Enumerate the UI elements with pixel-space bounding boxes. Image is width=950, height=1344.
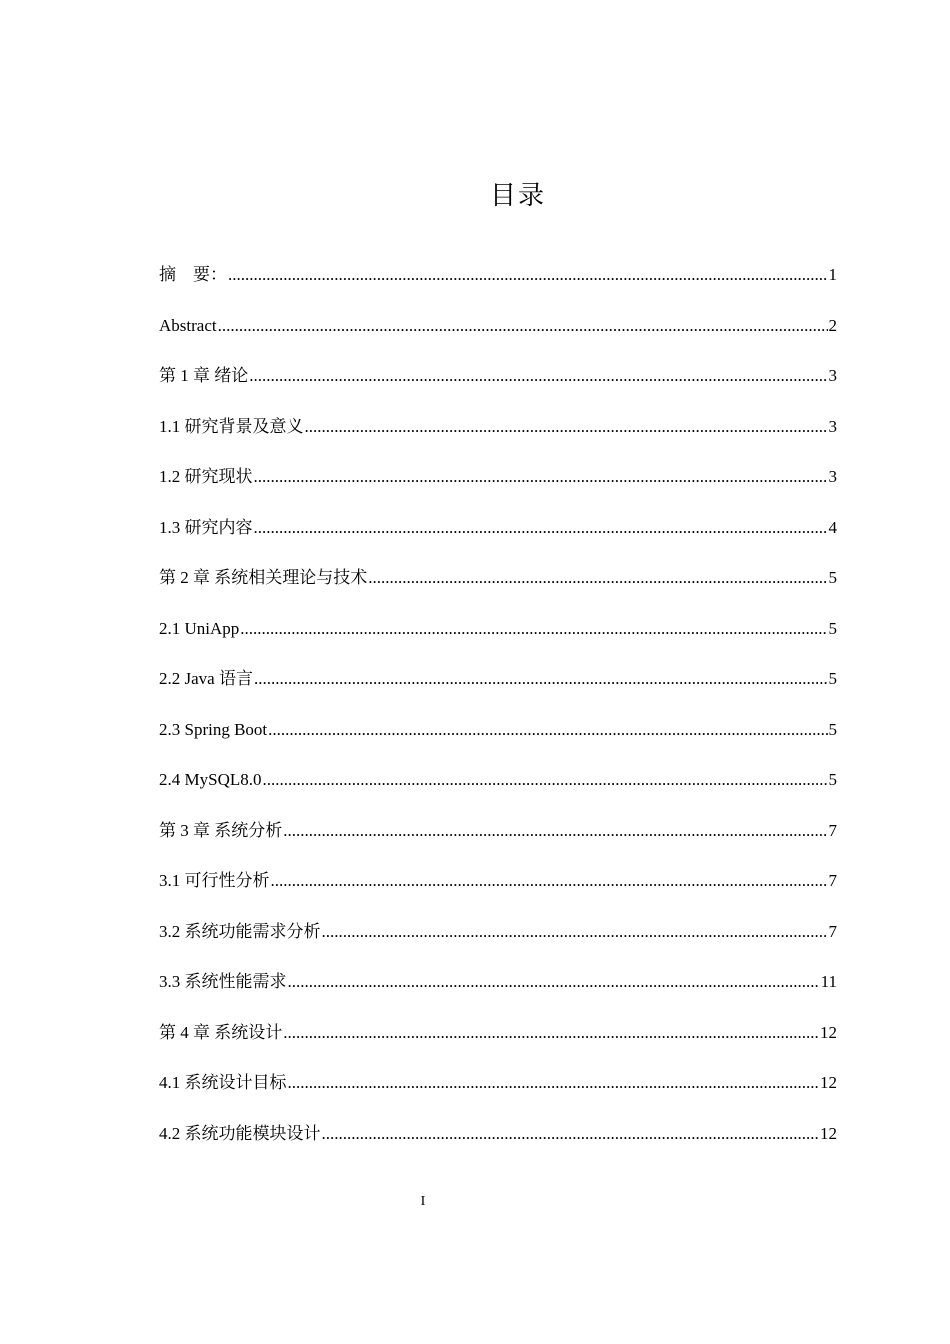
toc-entry[interactable] [159,515,837,566]
toc-entry-page: 3 [828,366,837,385]
toc-entry-label: 第 1 章 绪论 [159,366,249,385]
toc-entry-page: 12 [820,1073,837,1092]
toc-dot-leader [305,414,828,440]
toc-dot-leader [254,515,828,541]
toc-entry-label: 1.1 研究背景及意义 [159,416,304,436]
toc-entry-page: 5 [828,568,837,587]
toc-dot-leader [228,262,828,288]
toc-entry-label: 第 3 章 系统分析 [159,820,283,840]
toc-entry[interactable] [159,1020,837,1071]
toc-entry-label: 3.1 可行性分析 [159,871,270,890]
toc-dot-leader [254,464,828,490]
toc-dot-leader [249,363,827,389]
toc-entry[interactable] [159,616,837,667]
toc-entry[interactable] [159,464,837,515]
toc-entry[interactable] [159,262,837,313]
toc-entry-label: 4.2 系统功能模块设计 [159,1123,321,1143]
toc-entry-label: 2.3 Spring Boot [159,719,268,739]
toc-entry-label: 2.2 Java 语言 [159,669,253,688]
toc-entry-page: 7 [828,921,837,941]
toc-entry[interactable] [159,666,837,717]
toc-dot-leader [254,666,828,692]
toc-entry-page: 3 [828,467,837,486]
toc-entry-label: 2.1 UniApp [159,618,240,638]
toc-entry[interactable] [159,969,837,1020]
toc-title: 目录 [489,181,546,211]
toc-entry[interactable] [159,919,837,970]
toc-entry[interactable] [159,818,837,869]
toc-dot-leader [268,717,827,743]
toc-entry-page: 2 [828,315,837,335]
toc-entry[interactable] [159,313,837,364]
toc-entry[interactable] [159,1121,837,1172]
toc-entry-page: 11 [820,972,837,991]
toc-entry-page: 5 [828,770,837,789]
toc-entry-page: 4 [828,517,837,537]
toc-dot-leader [288,1070,820,1096]
toc-entry[interactable] [159,717,837,768]
toc-entry-label: 1.2 研究现状 [159,467,253,486]
toc-dot-leader [283,1020,819,1046]
toc-entry[interactable] [159,1070,837,1121]
toc-dot-leader [322,919,828,945]
toc-entry-page: 12 [820,1123,837,1143]
toc-entry-page: 1 [828,265,837,284]
toc-dot-leader [218,313,828,339]
toc-dot-leader [288,969,820,995]
toc-dot-leader [240,616,827,642]
toc-dot-leader [322,1121,820,1147]
toc-entry[interactable] [159,363,837,414]
toc-dot-leader [262,767,827,793]
toc-dot-leader [271,868,828,894]
toc-entry[interactable] [159,868,837,919]
toc-entry-label: 3.2 系统功能需求分析 [159,921,321,941]
toc-dot-leader [283,818,827,844]
toc-entry-page: 3 [828,416,837,436]
toc-entry[interactable] [159,767,837,818]
toc-entry-page: 12 [820,1022,837,1042]
toc-entry-page: 5 [828,669,837,688]
toc-entry-label: 摘 要： [159,265,227,284]
toc-list [159,262,837,1171]
toc-entry-label: 第 4 章 系统设计 [159,1022,283,1042]
toc-dot-leader [368,565,827,591]
toc-entry-page: 5 [828,719,837,739]
toc-entry-label: 3.3 系统性能需求 [159,972,287,991]
toc-entry-page: 5 [828,618,837,638]
toc-entry[interactable] [159,414,837,465]
footer-page-number: I [420,1194,426,1209]
toc-entry-label: 1.3 研究内容 [159,517,253,537]
toc-entry-label: 4.1 系统设计目标 [159,1073,287,1092]
toc-entry-page: 7 [828,820,837,840]
toc-entry-page: 7 [828,871,837,890]
toc-entry-label: Abstract [159,315,217,335]
toc-entry-label: 第 2 章 系统相关理论与技术 [159,568,368,587]
toc-entry-label: 2.4 MySQL8.0 [159,770,262,789]
toc-entry[interactable] [159,565,837,616]
